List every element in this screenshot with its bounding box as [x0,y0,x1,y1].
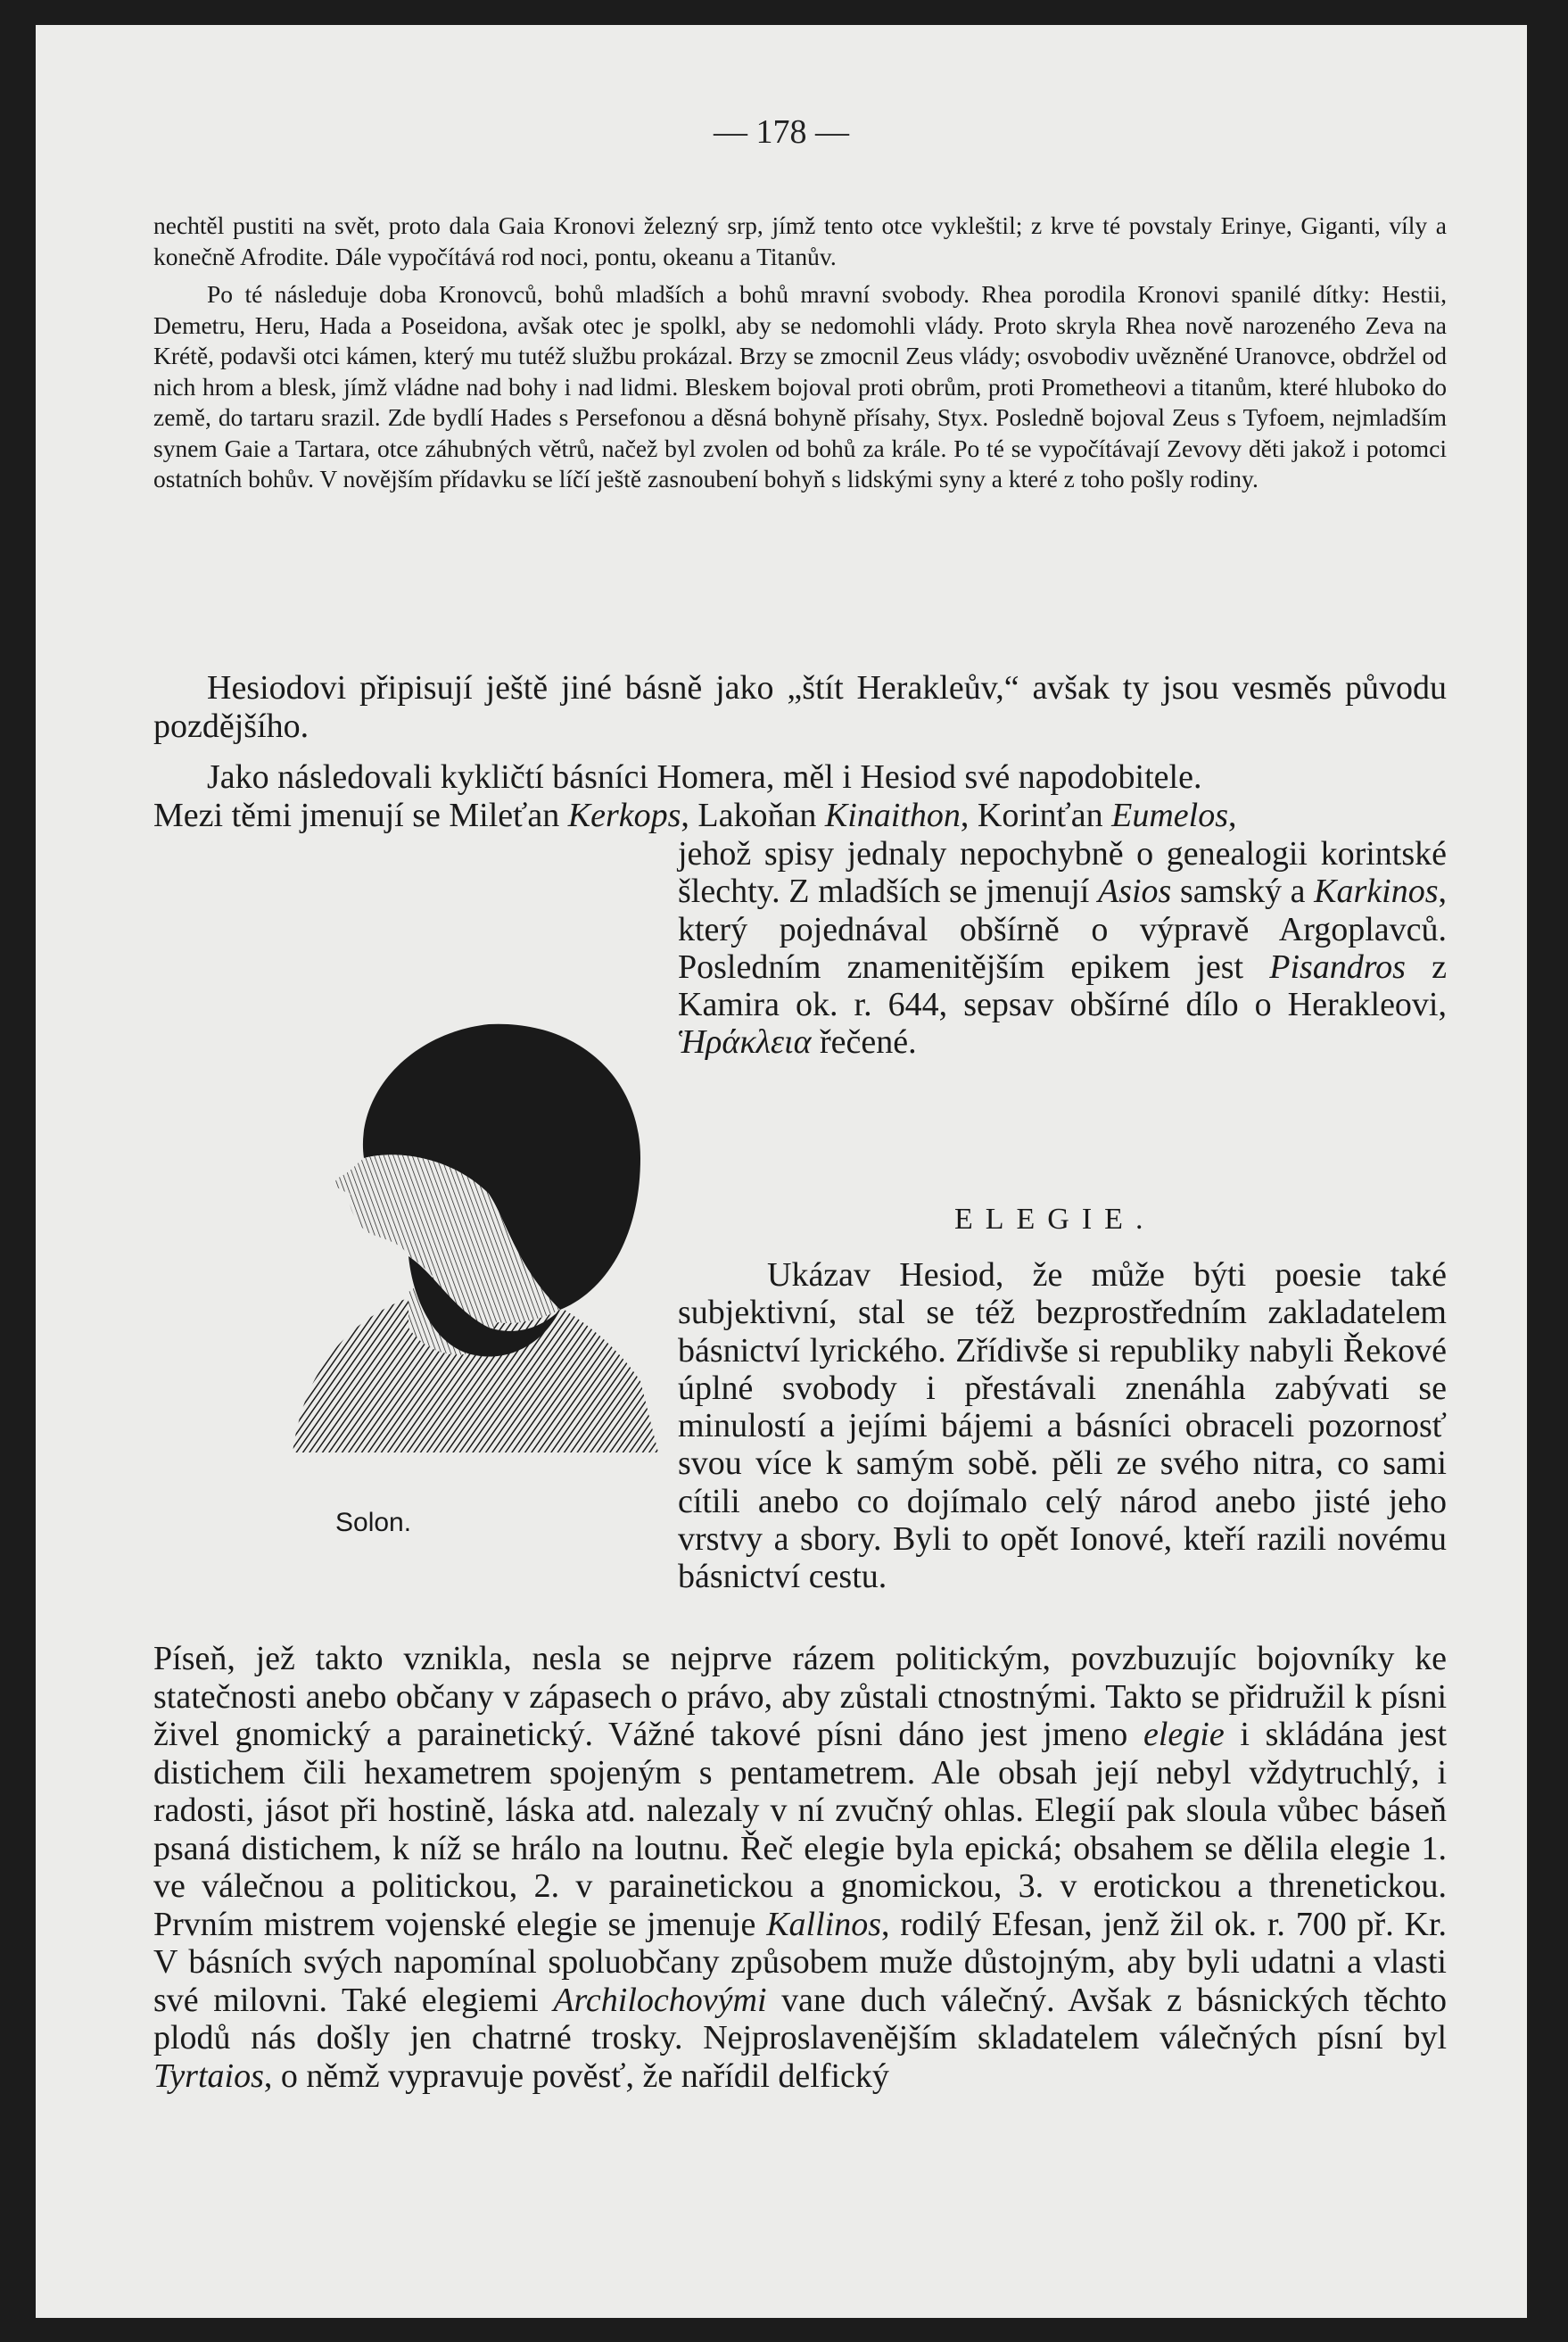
intro-paragraph-2: Po té následuje doba Kronovců, bohů mladších a bohů mravní svobody. Rhea porodila Kronovi spanilé dítky: Hestii, Demetru, Heru, Hada a Poseidona, avšak otec je spolkl, aby se nedomohli vlády. Proto skryla Rhea nově narozeného Zeva na Krétě, podavši otci kámen, který mu tutéž službu prokázal. Brzy se zmocnil Zeus vlády; osvobodiv uvězněné Uranovce, obdržel od nich hrom a blesk, jímž vládne nad bohy i nad lidmi. Bleskem bojoval proti obrům, proti Prometheovi a titanům, které hluboko do země, do tartaru srazil. Zde bydlí Hades s Persefonou a děsná bohyně přísahy, Styx. Posledně bojoval Zeus s Tyfoem, nejmladším synem Gaie a Tartara, otce záhubných větrů, načež byl zvolen od bohů za krále. Po té se vypočítávají Zevovy děti jakož i potomci ostatních bohův. V novějším přídavku se líčí ještě zasnoubení bohyň s lidskými syny a které z toho pošly rodiny. [153,280,1447,492]
page [36,25,1527,2318]
hesiod-text: Hesiodovi připisují ještě jiné básně jako „štít Herakleův,“ avšak ty jsou vesměs původu pozdějšího. [153,669,1447,745]
name-eumelos: Eumelos [1111,796,1229,834]
hesiod-paragraph [153,669,1447,745]
final-text-1: Píseň, jež takto vznikla, nesla se nejprve rázem politickým, povzbuzujíc bojovníky ke statečnosti anebo občany v zápasech o právo, aby zůstali ctnostnými. Takto se přidružil k písni živel gnomický a parainetický. Vážné takové písni dáno jest jmeno [153,1640,1447,1753]
section-heading: ELEGIE. [954,1203,1156,1236]
intro-text [153,211,1447,495]
name-asios: Asios [1098,873,1172,911]
cyclic-text-b: , Lakoňan [681,796,825,834]
page-number: — 178 — [714,113,849,151]
solon-portrait [221,971,685,1470]
epic-text-2: samský a [1171,873,1315,911]
right-column-elegie [678,1256,1447,1596]
elegie-intro: Ukázav Hesiod, že může býti poesie také subjektivní, stal se též bezprostředním zakladatelem básnictví lyrického. Zřídivše si republiky nabyli Řekové úplné svobody i přestávali znenáhla zabývati se minulostí a jejími bájemi a básníci obraceli pozornosť svou více k samým sobě. pěli ze svého nitra, co sami cítili anebo co dojímalo celý národ anebo jisté jeho vrstvy a sbory. Byli to opět Ionové, kteří razili novému básnictví cestu. [678,1256,1447,1596]
cyclic-text-a: Mezi těmi jmenují se Mileťan [153,796,568,834]
final-text-3: , rodilý Efesan, jenž žil ok. r. 700 př. Kr. V básních svých napomínal spoluobčany způsobem muže důstojným, aby byli udatni a vlasti své milovni. Také elegiemi [153,1905,1448,2019]
final-paragraph [153,1640,1447,2095]
final-text-5: , o němž vypravuje pověsť, že nařídil delfický [263,2056,889,2095]
term-elegie: elegie [1143,1716,1225,1753]
cyclic-paragraph [153,758,1447,834]
portrait-caption: Solon. [335,1508,412,1537]
cyclic-text-c: , Korinťan [960,796,1112,834]
epic-text-5: řečené. [811,1023,917,1062]
cyclic-line-2 [153,797,1447,835]
name-archilochovymi: Archilochovými [553,1981,767,2019]
name-tyrtaios: Tyrtaios [153,2056,264,2095]
epic-text-4: z Kamira ok. r. 644, sepsav obšírné dílo o Herakleovi, [678,948,1447,1024]
final-text-2: i skládána jest distichem čili hexametrem spojeným s pentametrem. Ale obsah její nebyl vždytruchlý, i radosti, jásot při hostině, láska atd. nalezaly v ní zvučný ohlas. Elegií pak sloula vůbec báseň psaná distichem, k níž se hrálo na loutnu. Řeč elegie byla epická; obsahem se dělila elegie 1. ve válečnou a politickou, 2. v parainetickou a gnomickou, 3. v erotickou a threnetickou. Prvním mistrem vojenské elegie se jmenuje [153,1716,1447,1943]
name-karkinos: Karkinos [1314,873,1439,911]
final-text-4: vane duch válečný. Avšak z básnických těchto plodů nás došly jen chatrné trosky. Nejproslavenějším skladatelem válečných písní byl [153,1981,1448,2056]
epic-text-3: , který pojednával obšírně o výpravě Argoplavců. Posledním znamenitějším epikem jest [678,873,1447,986]
greek-title: Ἡράκλεια [678,1023,812,1062]
name-kallinos: Kallinos [766,1905,882,1943]
epic-text-1: jehož spisy jednaly nepochybně o genealogii korintské šlechty. Z mladších se jmenují [678,835,1447,911]
cyclic-text-d: , [1228,796,1237,834]
intro-paragraph-1: nechtěl pustiti na svět, proto dala Gaia Kronovi železný srp, jímž tento otce vykleštil; z krve té povstaly Erinye, Giganti, víly a konečně Afrodite. Dále vypočítává rod noci, pontu, okeanu a Titanův. [153,211,1447,270]
right-column-epic [678,835,1447,1062]
name-kinaithon: Kinaithon [824,796,961,834]
name-pisandros: Pisandros [1269,948,1406,986]
cyclic-line-1: Jako následovali kykličtí básníci Homera, měl i Hesiod své napodobitele. [207,758,1202,796]
name-kerkops: Kerkops [567,796,681,834]
